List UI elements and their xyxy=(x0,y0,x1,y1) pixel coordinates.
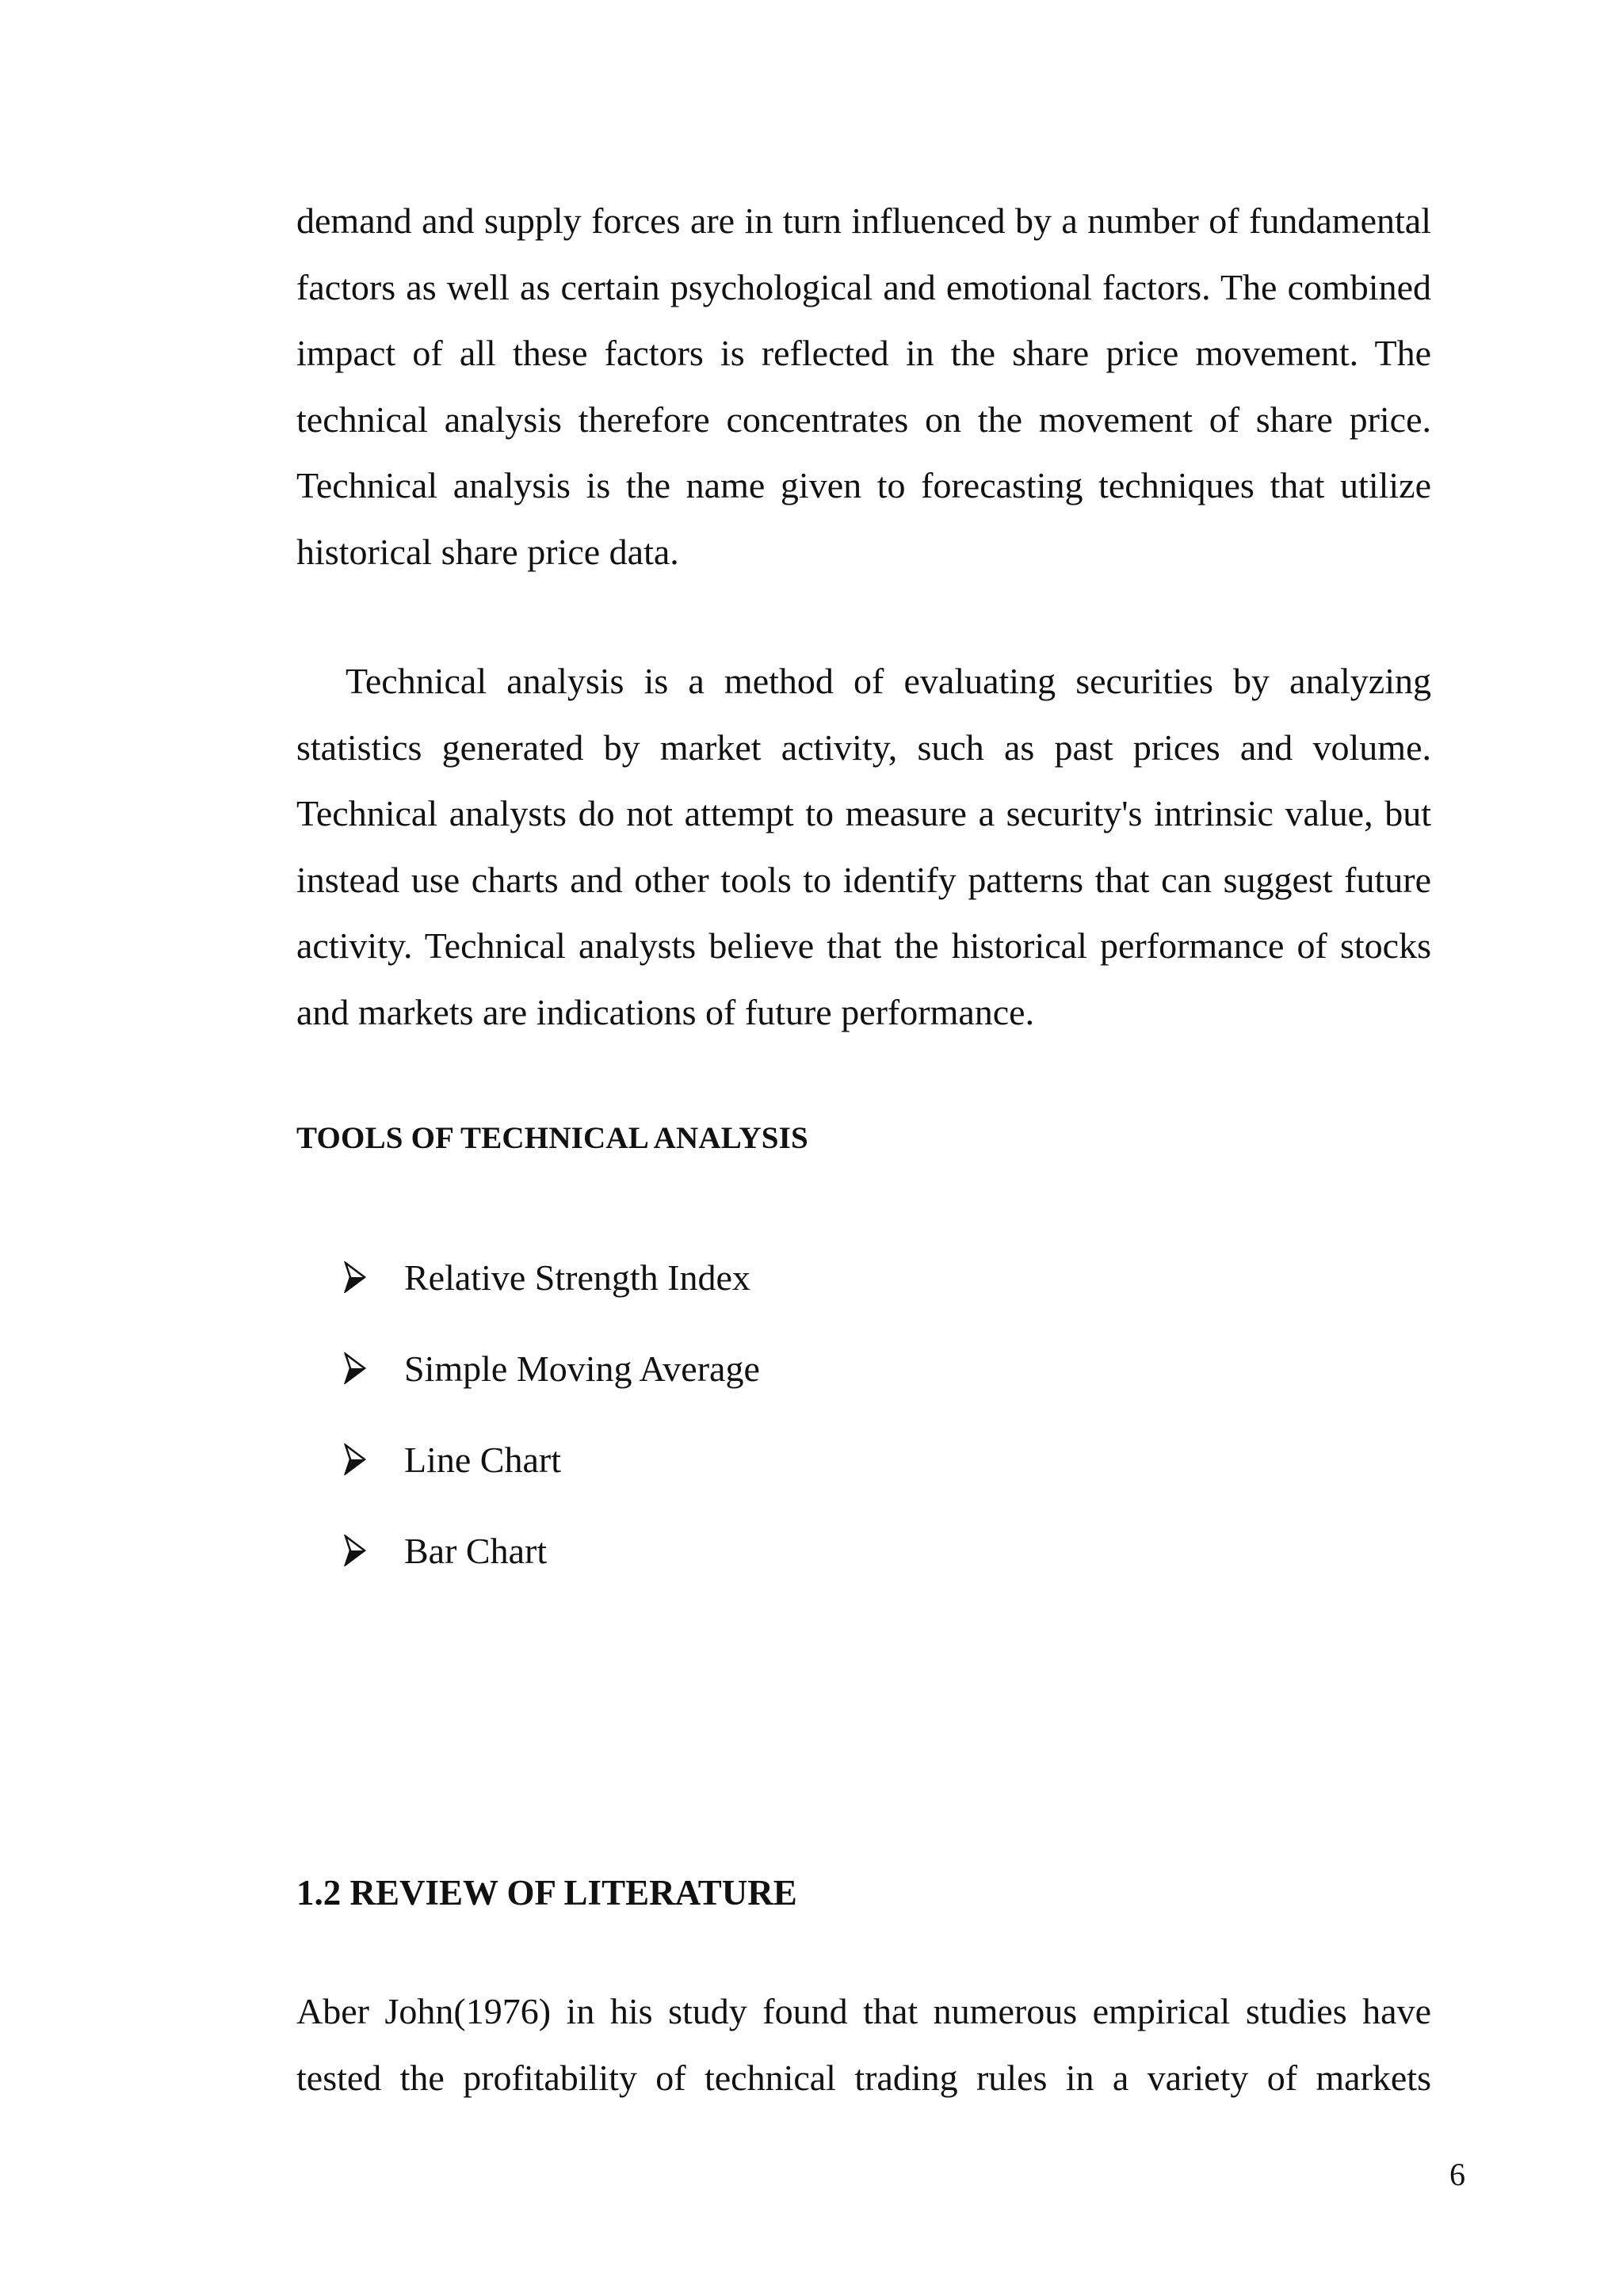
tool-label: Relative Strength Index xyxy=(404,1257,750,1298)
tool-label: Bar Chart xyxy=(404,1531,548,1571)
list-item xyxy=(344,1434,760,1525)
paragraph-literature-review: Aber John(1976) in his study found that numerous empirical studies have tested the profitability of technical trading rules in a variety of markets xyxy=(296,1991,1431,2098)
list-item xyxy=(344,1525,760,1616)
tool-label: Simple Moving Average xyxy=(404,1348,760,1389)
paragraph-intro-continued: demand and supply forces are in turn influenced by a number of fundamental factors as well as certain psychological and emotional factors. The combined impact of all these factors is reflected in the share price movement. The technical analysis therefore concentrates on the movement of share price. Technical analysis is the name given to forecasting techniques that utilize historical share price data. xyxy=(296,200,1431,572)
arrowhead-bullet-icon xyxy=(344,1434,404,1475)
paragraph-technical-analysis-definition: Technical analysis is a method of evaluating securities by analyzing statistics generated by market activity, such as past prices and volume. Technical analysts do not attempt to measure a security's intrinsic value, but instead use charts and other tools to identify patterns that can suggest future activity. Technical analysts believe that the historical performance of stocks and markets are indications of future performance. xyxy=(296,661,1431,1032)
list-item xyxy=(344,1343,760,1434)
tools-heading: TOOLS OF TECHNICAL ANALYSIS xyxy=(296,1121,808,1155)
list-item xyxy=(344,1252,760,1343)
tool-label: Line Chart xyxy=(404,1440,561,1480)
arrowhead-bullet-icon xyxy=(344,1343,404,1384)
arrowhead-bullet-icon xyxy=(344,1252,404,1293)
section-heading-review-of-literature: 1.2 REVIEW OF LITERATURE xyxy=(296,1873,797,1913)
tools-list xyxy=(344,1252,760,1616)
arrowhead-bullet-icon xyxy=(344,1525,404,1566)
page-number: 6 xyxy=(1449,2157,1465,2192)
